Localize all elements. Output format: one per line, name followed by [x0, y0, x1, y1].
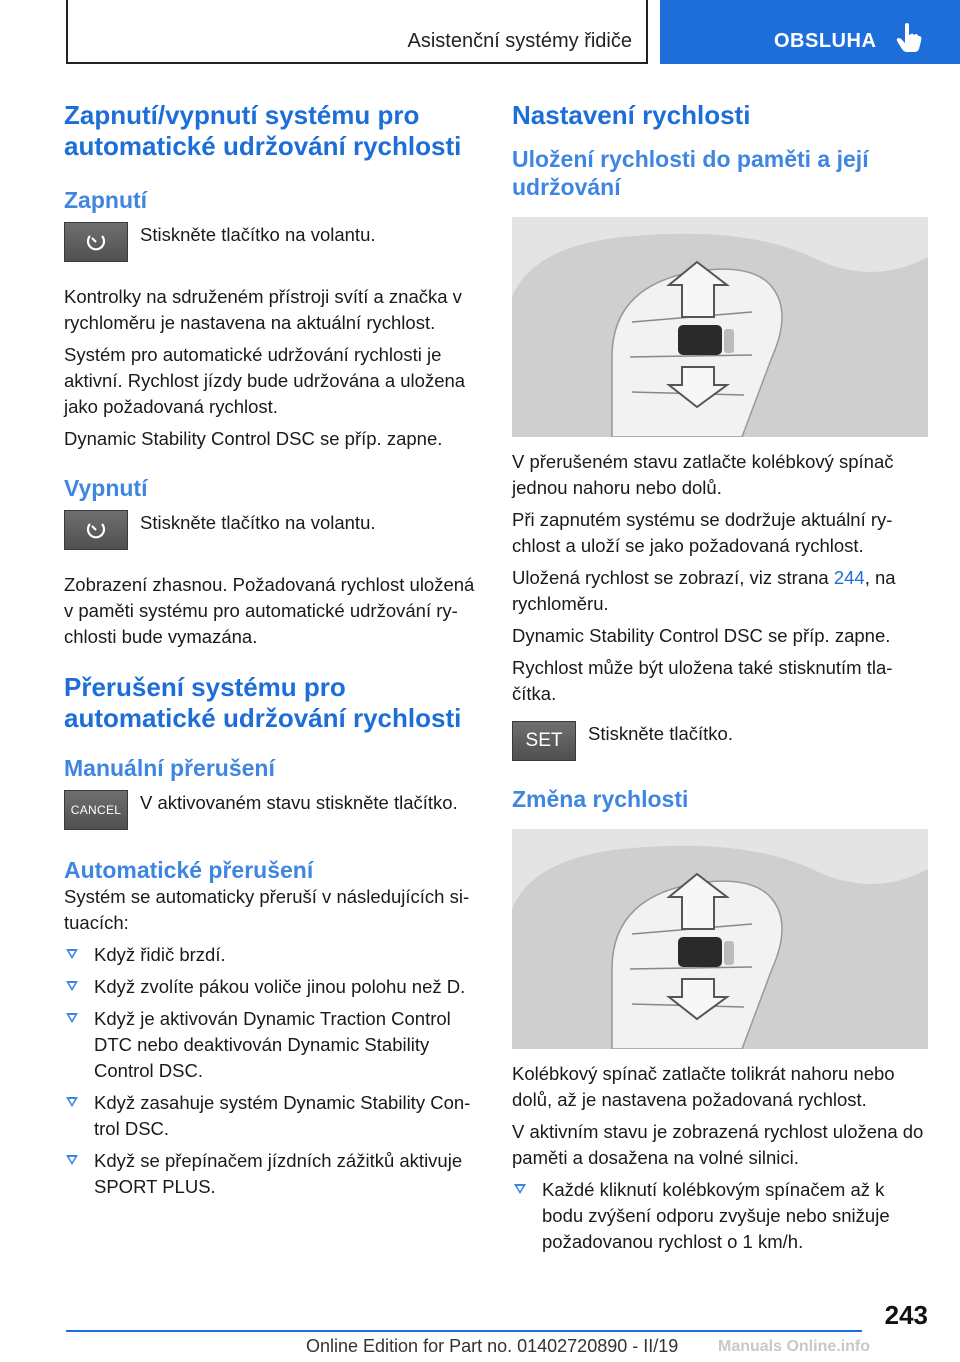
paragraph: Kontrolky na sdruženém přístroji svítí a značka v rychloměru je nastavena na aktuální rychlost.	[64, 286, 462, 333]
cancel-button-row	[64, 790, 484, 856]
triangle-bullet-icon	[66, 1155, 78, 1165]
footer-divider	[66, 1330, 862, 1332]
steering-wheel-illustration	[512, 829, 928, 1049]
cruise-control-button-image	[64, 510, 128, 550]
paragraph: Dynamic Stability Control DSC se příp. zapne.	[512, 625, 891, 646]
list-item: Každé kliknutí kolébkovým spínačem až k bodu zvýšení odporu zvyšuje nebo snižuje požadovanou rychlost o 1 km/h.	[512, 1177, 928, 1255]
paragraph: Kolébkový spínač zatlačte tolikrát nahoru nebo dolů, až je nastavena požadovaná rychlost.	[512, 1063, 895, 1110]
list-item: Když zasahuje systém Dynamic Stability Control DSC.	[64, 1090, 484, 1142]
tab-label: OBSLUHA	[774, 30, 877, 52]
off-button-text: Stiskněte tlačítko na volantu.	[140, 512, 376, 533]
set-button-image: SET	[512, 721, 576, 761]
section-title: Asistenční systémy řidiče	[407, 30, 632, 52]
heading-speed-setting: Nastavení rychlosti	[512, 100, 751, 130]
triangle-bullet-icon	[66, 1013, 78, 1023]
heading-on-off: Zapnutí/vypnutí systému pro automatické udržování rychlosti	[64, 100, 462, 161]
triangle-bullet-icon	[66, 1097, 78, 1107]
triangle-bullet-icon	[66, 949, 78, 959]
triangle-bullet-icon	[514, 1184, 526, 1194]
cruise-control-button-image	[64, 222, 128, 262]
pointing-hand-icon	[896, 22, 922, 54]
off-button-row	[64, 510, 484, 572]
set-button-text: Stiskněte tlačítko.	[588, 723, 733, 744]
paragraph: Při zapnutém systému se dodržuje aktuální rychlost a uloží se jako požadovaná rychlost.	[512, 509, 893, 556]
heading-interrupt: Přerušení systému pro automatické udržování rychlosti	[64, 672, 462, 733]
watermark-logo: Manuals Online.info	[718, 1338, 871, 1355]
steering-wheel-rocker-photo	[512, 217, 928, 437]
set-button-row	[512, 721, 928, 783]
right-column	[512, 100, 928, 1255]
page-number: 243	[884, 1300, 928, 1330]
on-button-text: Stiskněte tlačítko na volantu.	[140, 224, 376, 245]
heading-auto: Automatické přerušení	[64, 857, 314, 883]
steering-wheel-rocker-photo	[512, 829, 928, 1049]
paragraph: Rychlost může být uložena také stisknutím tlačítka.	[512, 657, 893, 704]
speedometer-icon	[85, 519, 107, 541]
paragraph: V přerušeném stavu zatlačte kolébkový spínač jednou nahoru nebo dolů.	[512, 451, 894, 498]
cancel-button-text: V aktivovaném stavu stiskněte tlačítko.	[140, 792, 458, 813]
heading-zapnuti: Zapnutí	[64, 187, 148, 213]
heading-manual: Manuální přerušení	[64, 755, 275, 781]
paragraph: Dynamic Stability Control DSC se příp. zapne.	[64, 428, 443, 449]
speedometer-icon	[85, 231, 107, 253]
list-item: Když zvolíte pákou voliče jinou polohu než D.	[64, 974, 484, 1000]
tab-obsluha[interactable]	[660, 0, 960, 64]
cancel-button-image: CANCEL	[64, 790, 128, 830]
steering-wheel-illustration	[512, 217, 928, 437]
paragraph: Systém pro automatické udržování rychlosti je aktivní. Rychlost jízdy bude udržována a uložena jako požadovaná rychlost.	[64, 344, 466, 417]
paragraph: Uložená rychlost se zobrazí, viz strana 244, na rychloměru.	[512, 567, 896, 614]
edition-text: Online Edition for Part no. 01402720890 - II/19	[306, 1336, 679, 1356]
paragraph: Systém se automaticky přeruší v následujících situacích:	[64, 886, 470, 933]
heading-store-speed: Uložení rychlosti do paměti a její udržování	[512, 146, 869, 200]
header-section-box	[66, 0, 648, 64]
list-item: Když je aktivován Dynamic Traction Control DTC nebo deaktivován Dynamic Stability Control DSC.	[64, 1006, 484, 1084]
heading-change-speed: Změna rychlosti	[512, 786, 689, 812]
page-link-244[interactable]: 244	[833, 567, 865, 588]
list-item: Když se přepínačem jízdních zážitků aktivuje SPORT PLUS.	[64, 1148, 484, 1200]
triangle-bullet-icon	[66, 981, 78, 991]
heading-vypnuti: Vypnutí	[64, 475, 148, 501]
paragraph: V aktivním stavu je zobrazená rychlost uložena do paměti a dosažena na volné silnici.	[512, 1121, 924, 1168]
list-item: Když řidič brzdí.	[64, 942, 484, 968]
paragraph: Zobrazení zhasnou. Požadovaná rychlost uložená v paměti systému pro automatické udržování rychlosti bude vymazána.	[64, 574, 475, 647]
left-column	[64, 100, 484, 1200]
on-button-row	[64, 222, 484, 284]
